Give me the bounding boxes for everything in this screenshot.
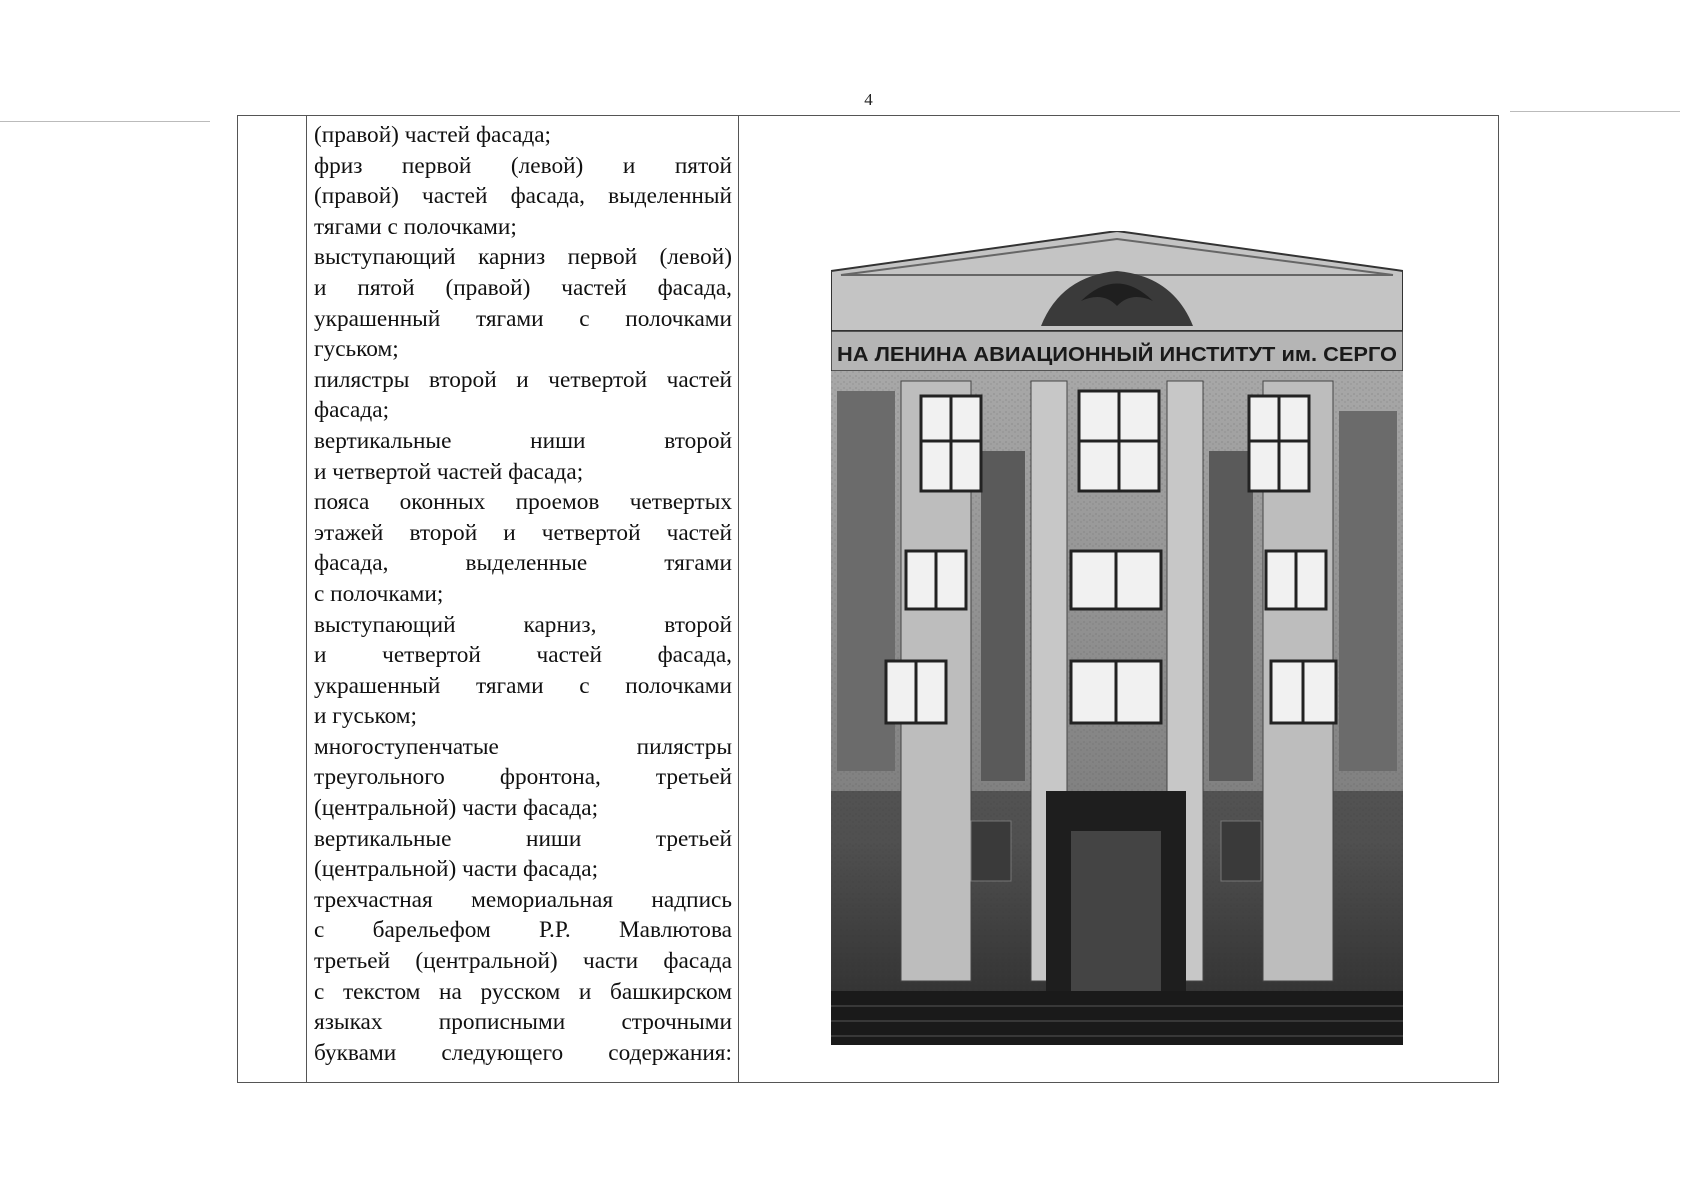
- text-line: (правой) частей фасада, выделенный: [314, 183, 732, 210]
- text-line: и гуськом;: [314, 703, 418, 730]
- text-line: и пятой (правой) частей фасада,: [314, 274, 732, 301]
- photo-inscription: НА ЛЕНИНА АВИАЦИОННЫЙ ИНСТИТУТ им. СЕРГО: [837, 344, 1351, 366]
- text-line: этажей второй и четвертой частей: [314, 519, 732, 546]
- text-line: (правой) частей фасада;: [314, 122, 552, 148]
- text-line: пояса оконных проемов четвертых: [314, 489, 732, 516]
- text-line: треугольного фронтона, третьей: [314, 764, 732, 791]
- text-line: (центральной) части фасада;: [314, 795, 599, 822]
- text-line: украшенный тягами с полочками: [314, 305, 732, 332]
- text-line: выступающий карниз первой (левой): [314, 244, 732, 271]
- text-line: языках прописными строчными: [314, 1009, 732, 1036]
- column-divider-2: [738, 116, 739, 1082]
- building-facade-photo: [831, 231, 1403, 1045]
- text-line: буквами следующего содержания:: [314, 1039, 732, 1066]
- scan-artifact-right: [1510, 111, 1680, 112]
- text-line: и четвертой частей фасада;: [314, 458, 584, 485]
- scan-artifact-left: [0, 121, 210, 122]
- text-line: (центральной) части фасада;: [314, 856, 599, 883]
- text-line: третьей (центральной) части фасада: [314, 948, 732, 975]
- page-number: 4: [864, 90, 873, 109]
- text-line: с полочками;: [314, 580, 444, 607]
- text-line: фасада, выделенные тягами: [314, 550, 732, 577]
- text-line: многоступенчатые пилястры: [314, 733, 732, 760]
- text-line: выступающий карниз, второй: [314, 611, 732, 638]
- text-line: с текстом на русском и башкирском: [314, 978, 732, 1005]
- description-text-cell: [314, 120, 732, 1068]
- document-table: [237, 115, 1499, 1083]
- text-line: с барельефом Р.Р. Мавлютова: [314, 917, 732, 944]
- text-line: и четвертой частей фасада,: [314, 642, 732, 669]
- text-line: пилястры второй и четвертой частей: [314, 366, 732, 393]
- column-divider-1: [306, 116, 307, 1082]
- text-line: фриз первой (левой) и пятой: [314, 152, 732, 179]
- text-line: вертикальные ниши второй: [314, 427, 732, 454]
- text-line: гуськом;: [314, 336, 399, 363]
- text-line: трехчастная мемориальная надпись: [314, 886, 732, 913]
- text-line: вертикальные ниши третьей: [314, 825, 732, 852]
- text-line: украшенный тягами с полочками: [314, 672, 732, 699]
- text-line: тягами с полочками;: [314, 213, 517, 240]
- text-line: фасада;: [314, 397, 390, 424]
